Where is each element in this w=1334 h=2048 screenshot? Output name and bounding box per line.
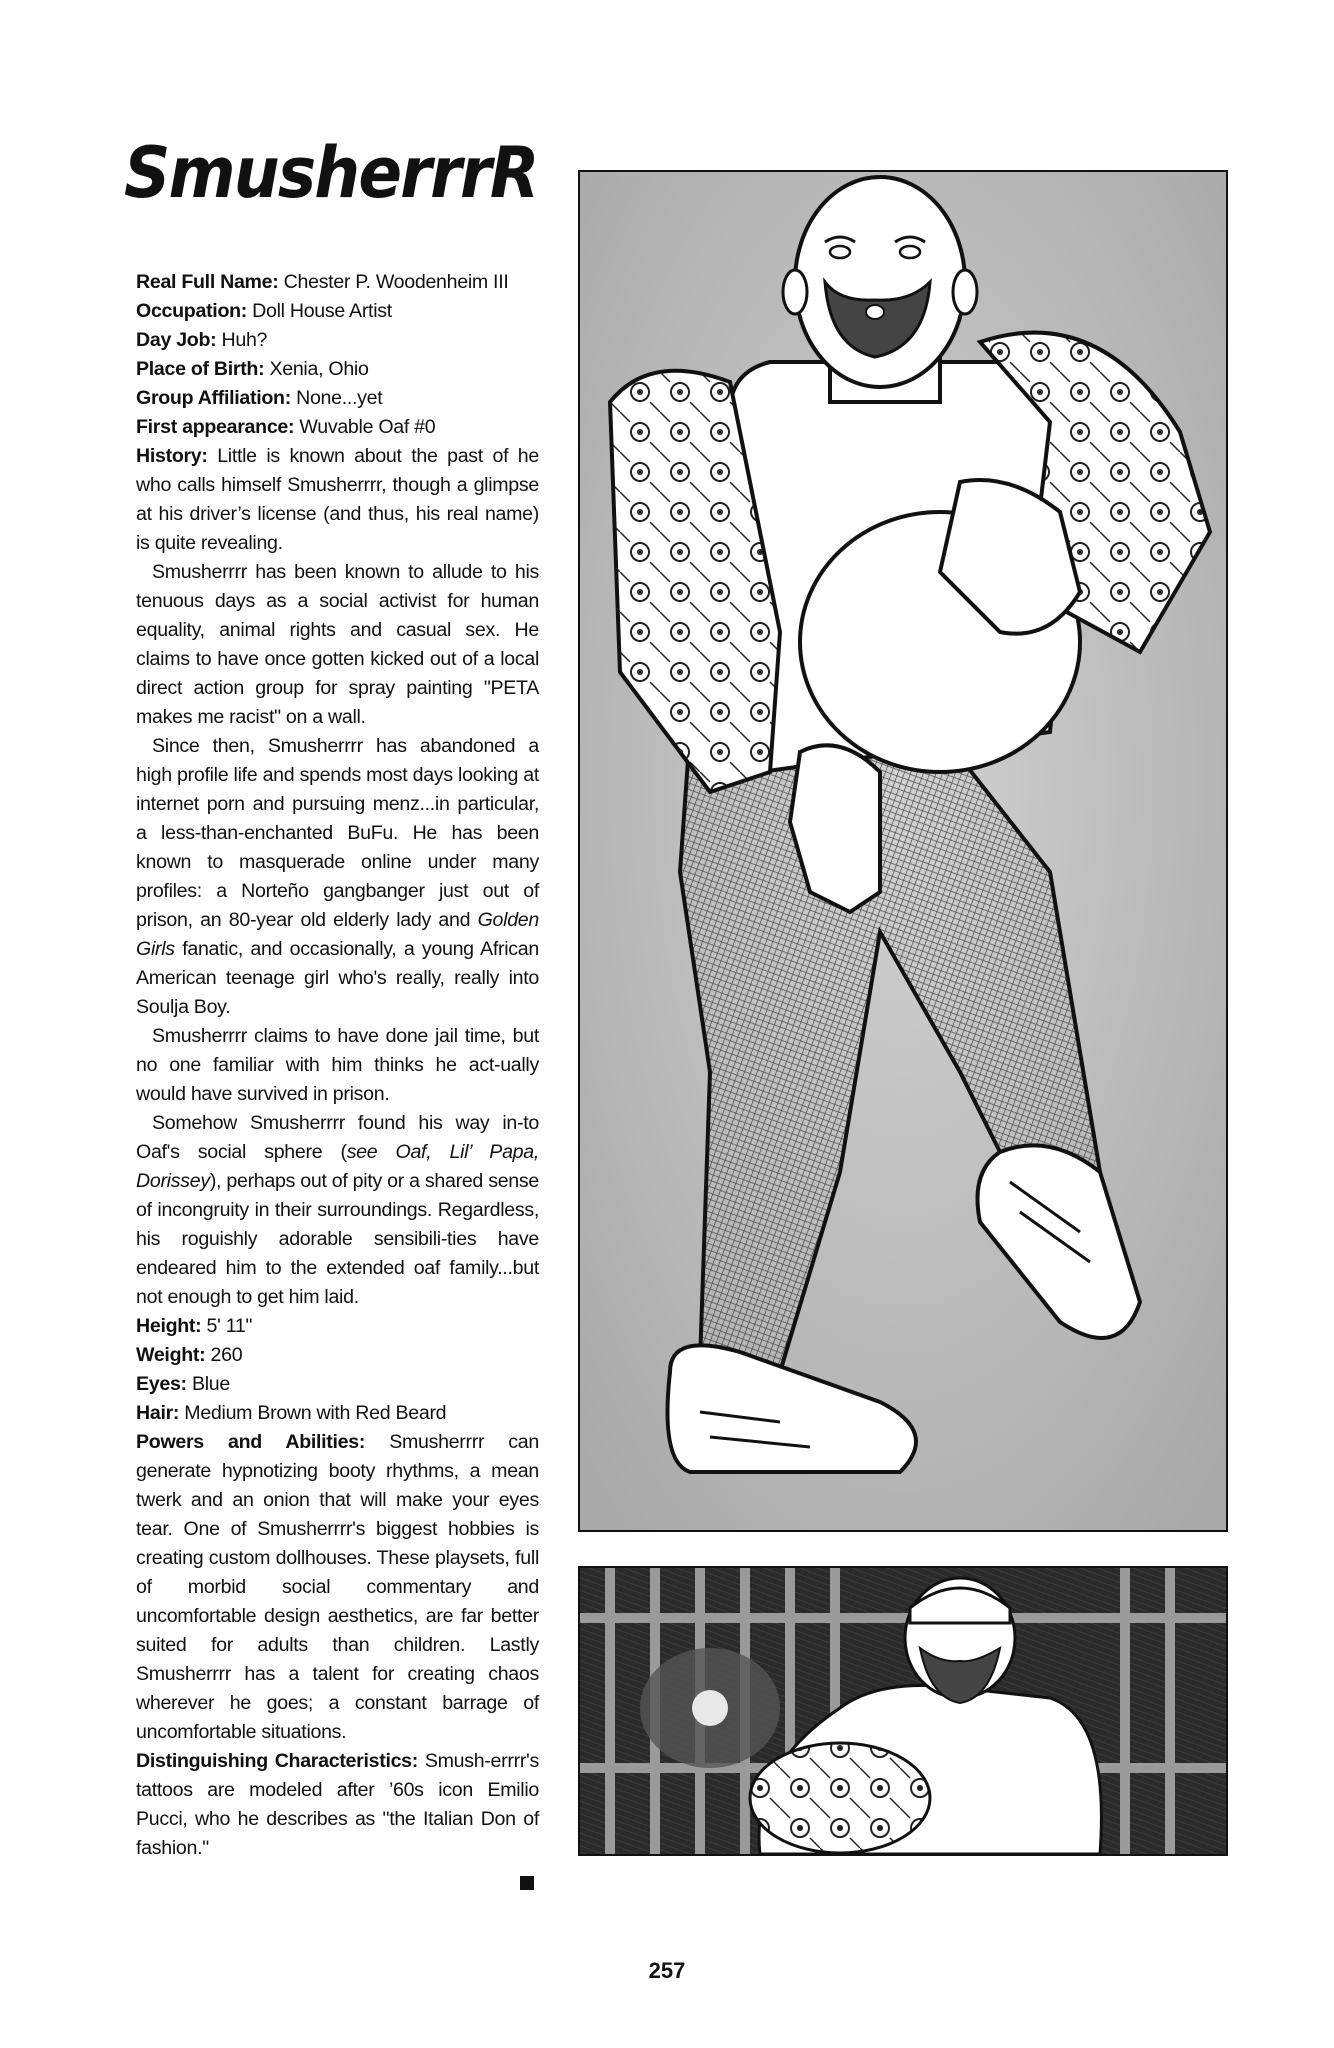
history-paragraph: Little is known about the past of he who calls himself Smusherrrr, though a glimpse at his driver’s license (and thus, his real name) is quite revealing. bbox=[136, 445, 539, 554]
field-label: Real Full Name: bbox=[136, 271, 279, 293]
field-label: Distinguishing Characteristics: bbox=[136, 1750, 419, 1772]
field-value: 5' 11" bbox=[201, 1315, 253, 1337]
history-paragraph-4: Smusherrrr claims to have done jail time, but no one familiar with him thinks he act-ually would have survived in prison. bbox=[136, 1025, 539, 1105]
field-occupation bbox=[136, 297, 539, 326]
history-paragraph-3 bbox=[136, 732, 539, 1022]
history-paragraph-5 bbox=[136, 1109, 539, 1312]
character-illustration-panel bbox=[578, 170, 1228, 1532]
page-number: 257 bbox=[648, 1958, 686, 1983]
field-place-of-birth bbox=[136, 355, 539, 384]
end-mark bbox=[520, 1876, 534, 1890]
field-eyes bbox=[136, 1370, 539, 1399]
field-label: Occupation: bbox=[136, 300, 248, 322]
history-italic: see Oaf, Lil’ Papa, Dorissey bbox=[136, 1141, 540, 1192]
field-value: Xenia, Ohio bbox=[264, 358, 369, 380]
history-text: Somehow Smusherrrr found his way in-to Oaf's social sphere ( bbox=[136, 1112, 539, 1163]
field-day-job bbox=[136, 326, 539, 355]
field-label: Weight: bbox=[136, 1344, 206, 1366]
history-paragraph-2: Smusherrrr has been known to allude to his tenuous days as a social activist for human equality, animal rights and casual sex. He claims to have once gotten kicked out of a local direct action group for spray painting "PETA makes me racist" on a wall. bbox=[136, 561, 539, 728]
field-value: Wuvable Oaf #0 bbox=[294, 416, 436, 438]
field-label: History: bbox=[136, 445, 208, 467]
field-label: Hair: bbox=[136, 1402, 180, 1424]
field-label: Group Affiliation: bbox=[136, 387, 291, 409]
field-label: Eyes: bbox=[136, 1373, 187, 1395]
field-label: First appearance: bbox=[136, 416, 295, 438]
jail-cell-panel bbox=[578, 1566, 1228, 1856]
history-text: Since then, Smusherrrr has abandoned a high profile life and spends most days looking at internet porn and pursuing menz...in particular, a less-than-enchanted BuFu. He has been known to masquerade online under many profiles: a Norteño gangbanger just out of prison, an 80-year old elderly lady and bbox=[136, 735, 539, 931]
field-real-name bbox=[136, 268, 539, 297]
character-bio bbox=[136, 268, 539, 1863]
field-history bbox=[136, 442, 539, 558]
field-label: Day Job: bbox=[136, 329, 217, 351]
field-weight bbox=[136, 1341, 539, 1370]
field-value: None...yet bbox=[290, 387, 383, 409]
field-value: Huh? bbox=[216, 329, 268, 351]
field-label: Height: bbox=[136, 1315, 202, 1337]
jail-cell-illustration bbox=[580, 1568, 1226, 1854]
history-text: fanatic, and occasionally, a young African American teenage girl who's really, really into Soulja Boy. bbox=[136, 938, 539, 1018]
page-title: SmusherrrR bbox=[124, 132, 538, 214]
field-value: 260 bbox=[205, 1344, 243, 1366]
field-value: Doll House Artist bbox=[247, 300, 392, 322]
field-value: Medium Brown with Red Beard bbox=[179, 1402, 447, 1424]
history-text: ), perhaps out of pity or a shared sense of incongruity in their surroundings. Regardless, his roguishly adorable sensibili-ties have endeared him to the extended oaf family...but not enough to get him laid. bbox=[136, 1170, 539, 1308]
field-value: Chester P. Woodenheim III bbox=[278, 271, 509, 293]
history-italic: Golden Girls bbox=[136, 909, 539, 960]
field-value: Smusherrrr can generate hypnotizing booty rhythms, a mean twerk and an onion that will make your eyes tear. One of Smusherrrr's biggest hobbies is creating custom dollhouses. These playsets, full of morbid social commentary and uncomfortable design aesthetics, are far better suited for adults than children. Lastly Smusherrrr has a talent for creating chaos wherever he goes; a constant barrage of uncomfortable situations. bbox=[136, 1431, 539, 1743]
field-first-appearance bbox=[136, 413, 539, 442]
field-distinguishing bbox=[136, 1747, 539, 1863]
field-label: Powers and Abilities: bbox=[136, 1431, 366, 1453]
field-group-affiliation bbox=[136, 384, 539, 413]
field-value: Smush-errrr's tattoos are modeled after ’60s icon Emilio Pucci, who he describes as "the Italian Don of fashion." bbox=[136, 1750, 539, 1859]
field-hair bbox=[136, 1399, 539, 1428]
field-height bbox=[136, 1312, 539, 1341]
field-value: Blue bbox=[186, 1373, 230, 1395]
character-illustration bbox=[580, 172, 1226, 1530]
field-powers bbox=[136, 1428, 539, 1747]
field-label: Place of Birth: bbox=[136, 358, 265, 380]
